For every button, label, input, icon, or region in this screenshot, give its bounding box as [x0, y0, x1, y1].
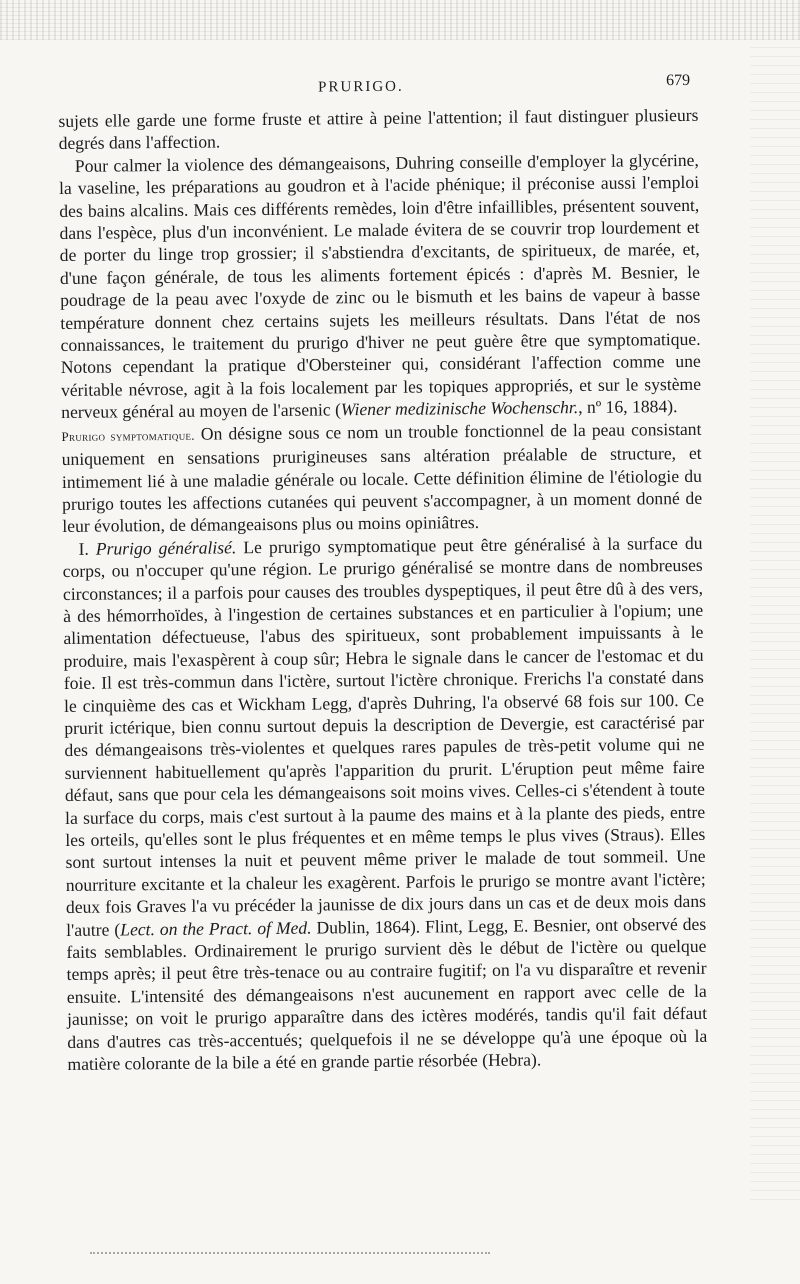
- paragraph-generalise-end: Dublin, 1864). Flint, Legg, E. Besnier, ont observé des faits semblables. Ordinairement le prurigo survient dès le début de l'ictère ou quelque temps après; il peut être très-tenace ou au contraire fugitif; on l'a vu disparaître et revenir ensuite. L'intensité des démangeaisons n'est aucunement en rapport avec celle de la jaunisse; on voit le prurigo apparaître dans des ictères modérés, tandis qu'il fait défaut dans d'autres cas très-accentués; quelquefois il ne se développe qu'à une époque où la matière colorante de la bile a été en grande partie résorbée (Hebra).: [66, 913, 708, 1075]
- body-text: [58, 104, 707, 1076]
- scan-noise-right: [750, 40, 800, 1200]
- citation-wiener: Wiener medizinische Wochenschr.: [340, 397, 579, 420]
- section-heading-symptomatic: Prurigo symptomatique.: [61, 427, 195, 444]
- bottom-scan-line: [90, 1252, 490, 1254]
- page-number: 679: [665, 71, 691, 90]
- running-title: PRURIGO.: [318, 78, 404, 96]
- citation-lect: Lect. on the Pract. of Med.: [120, 917, 312, 940]
- paragraph-treatment: [59, 149, 702, 424]
- paragraph-generalise-text: Le prurigo symptomatique peut être généralisé à la surface du corps, ou n'occuper qu'une région. Le prurigo généralisé se montre dans de nombreuses circonstances; il a parfois pour causes des troubles dyspeptiques, il peut être dû à des vers, à des hémorrhoïdes, à l'ingestion de certaines substances et en particulier à l'opium; une alimentation défectueuse, l'abus des spiritueux, sont probablement impuissants à le produire, mais l'exaspèrent à coup sûr; Hebra le signale dans le cancer de l'estomac et du foie. Il est très-commun dans l'ictère, surtout l'ictère chronique. Frerichs l'a constaté dans le cinquième des cas et Wickham Legg, d'après Duhring, l'a observé 68 fois sur 100. Ce prurit ictérique, bien connu surtout depuis la description de Devergie, est caractérisé par des démangeaisons très-violentes et quelques rares papules de très-petit volume qui ne surviennent habituellement qu'après l'apparition du prurit. L'éruption peut même faire défaut, sans que pour cela les démangeaisons soit moins vives. Celles-ci s'étendent à toute la surface du corps, mais c'est surtout à la paume des mains et à la plante des pieds, entre les orteils, qu'elles sont le plus fréquentes et en même temps le plus vives (Straus). Elles sont surtout intenses la nuit et peuvent même priver le malade de tout sommeil. Une nourriture excitante et la chaleur les exagèrent. Parfois le prurigo se montre avant l'ictère; deux fois Graves l'a vu précéder la jaunisse de dix jours dans un cas et de deux mois dans l'autre (: [62, 532, 707, 940]
- section-number: I.: [78, 538, 96, 559]
- scan-noise-top: [0, 0, 800, 40]
- section-heading-generalise: Prurigo généralisé.: [95, 537, 237, 559]
- paragraph-treatment-end: , nº 16, 1884).: [578, 396, 678, 418]
- paragraph-generalise: [62, 532, 707, 1076]
- page-header: [58, 70, 698, 110]
- paragraph-continuation: sujets elle garde une forme fruste et attire à peine l'attention; il faut distinguer plusieurs degrés dans l'affection.: [58, 104, 699, 154]
- paragraph-symptomatic: [61, 418, 702, 538]
- paragraph-symptomatic-text: On désigne sous ce nom un trouble fonctionnel de la peau consistant uniquement en sensations prurigineuses sans altération préalable de structure, et intimement lié à une maladie générale ou locale. Cette définition élimine de l'étiologie du prurigo toutes les affections cutanées qui peuvent s'accompagner, à un moment donné de leur évolution, de démangeaisons plus ou moins opiniâtres.: [61, 418, 703, 537]
- book-page: [58, 70, 708, 1076]
- paragraph-treatment-text: Pour calmer la violence des démangeaisons, Duhring conseille d'employer la glycérine, la vaseline, les préparations au goudron et à l'acide phénique; il préconise aussi l'emploi des bains alcalins. Mais ces différents remèdes, loin d'être infaillibles, présentent souvent, dans l'espèce, plus d'un inconvénient. Le malade évitera de se couvrir trop lourdement et de porter du linge trop grossier; il s'abstiendra d'excitants, de spiritueux, de marée, et, d'une façon générale, de tous les aliments fortement épicés : d'après M. Besnier, le poudrage de la peau avec l'oxyde de zinc ou le bismuth et les bains de vapeur à basse température donnent chez certains sujets les meilleurs résultats. Dans l'état de nos connaissances, le traitement du prurigo d'hiver ne peut guère être que symptomatique. Notons cependant la pratique d'Obersteiner qui, considérant l'affection comme une véritable névrose, agit à la fois localement par les topiques appropriés, et sur le système nerveux général au moyen de l'arsenic (: [58, 149, 702, 423]
